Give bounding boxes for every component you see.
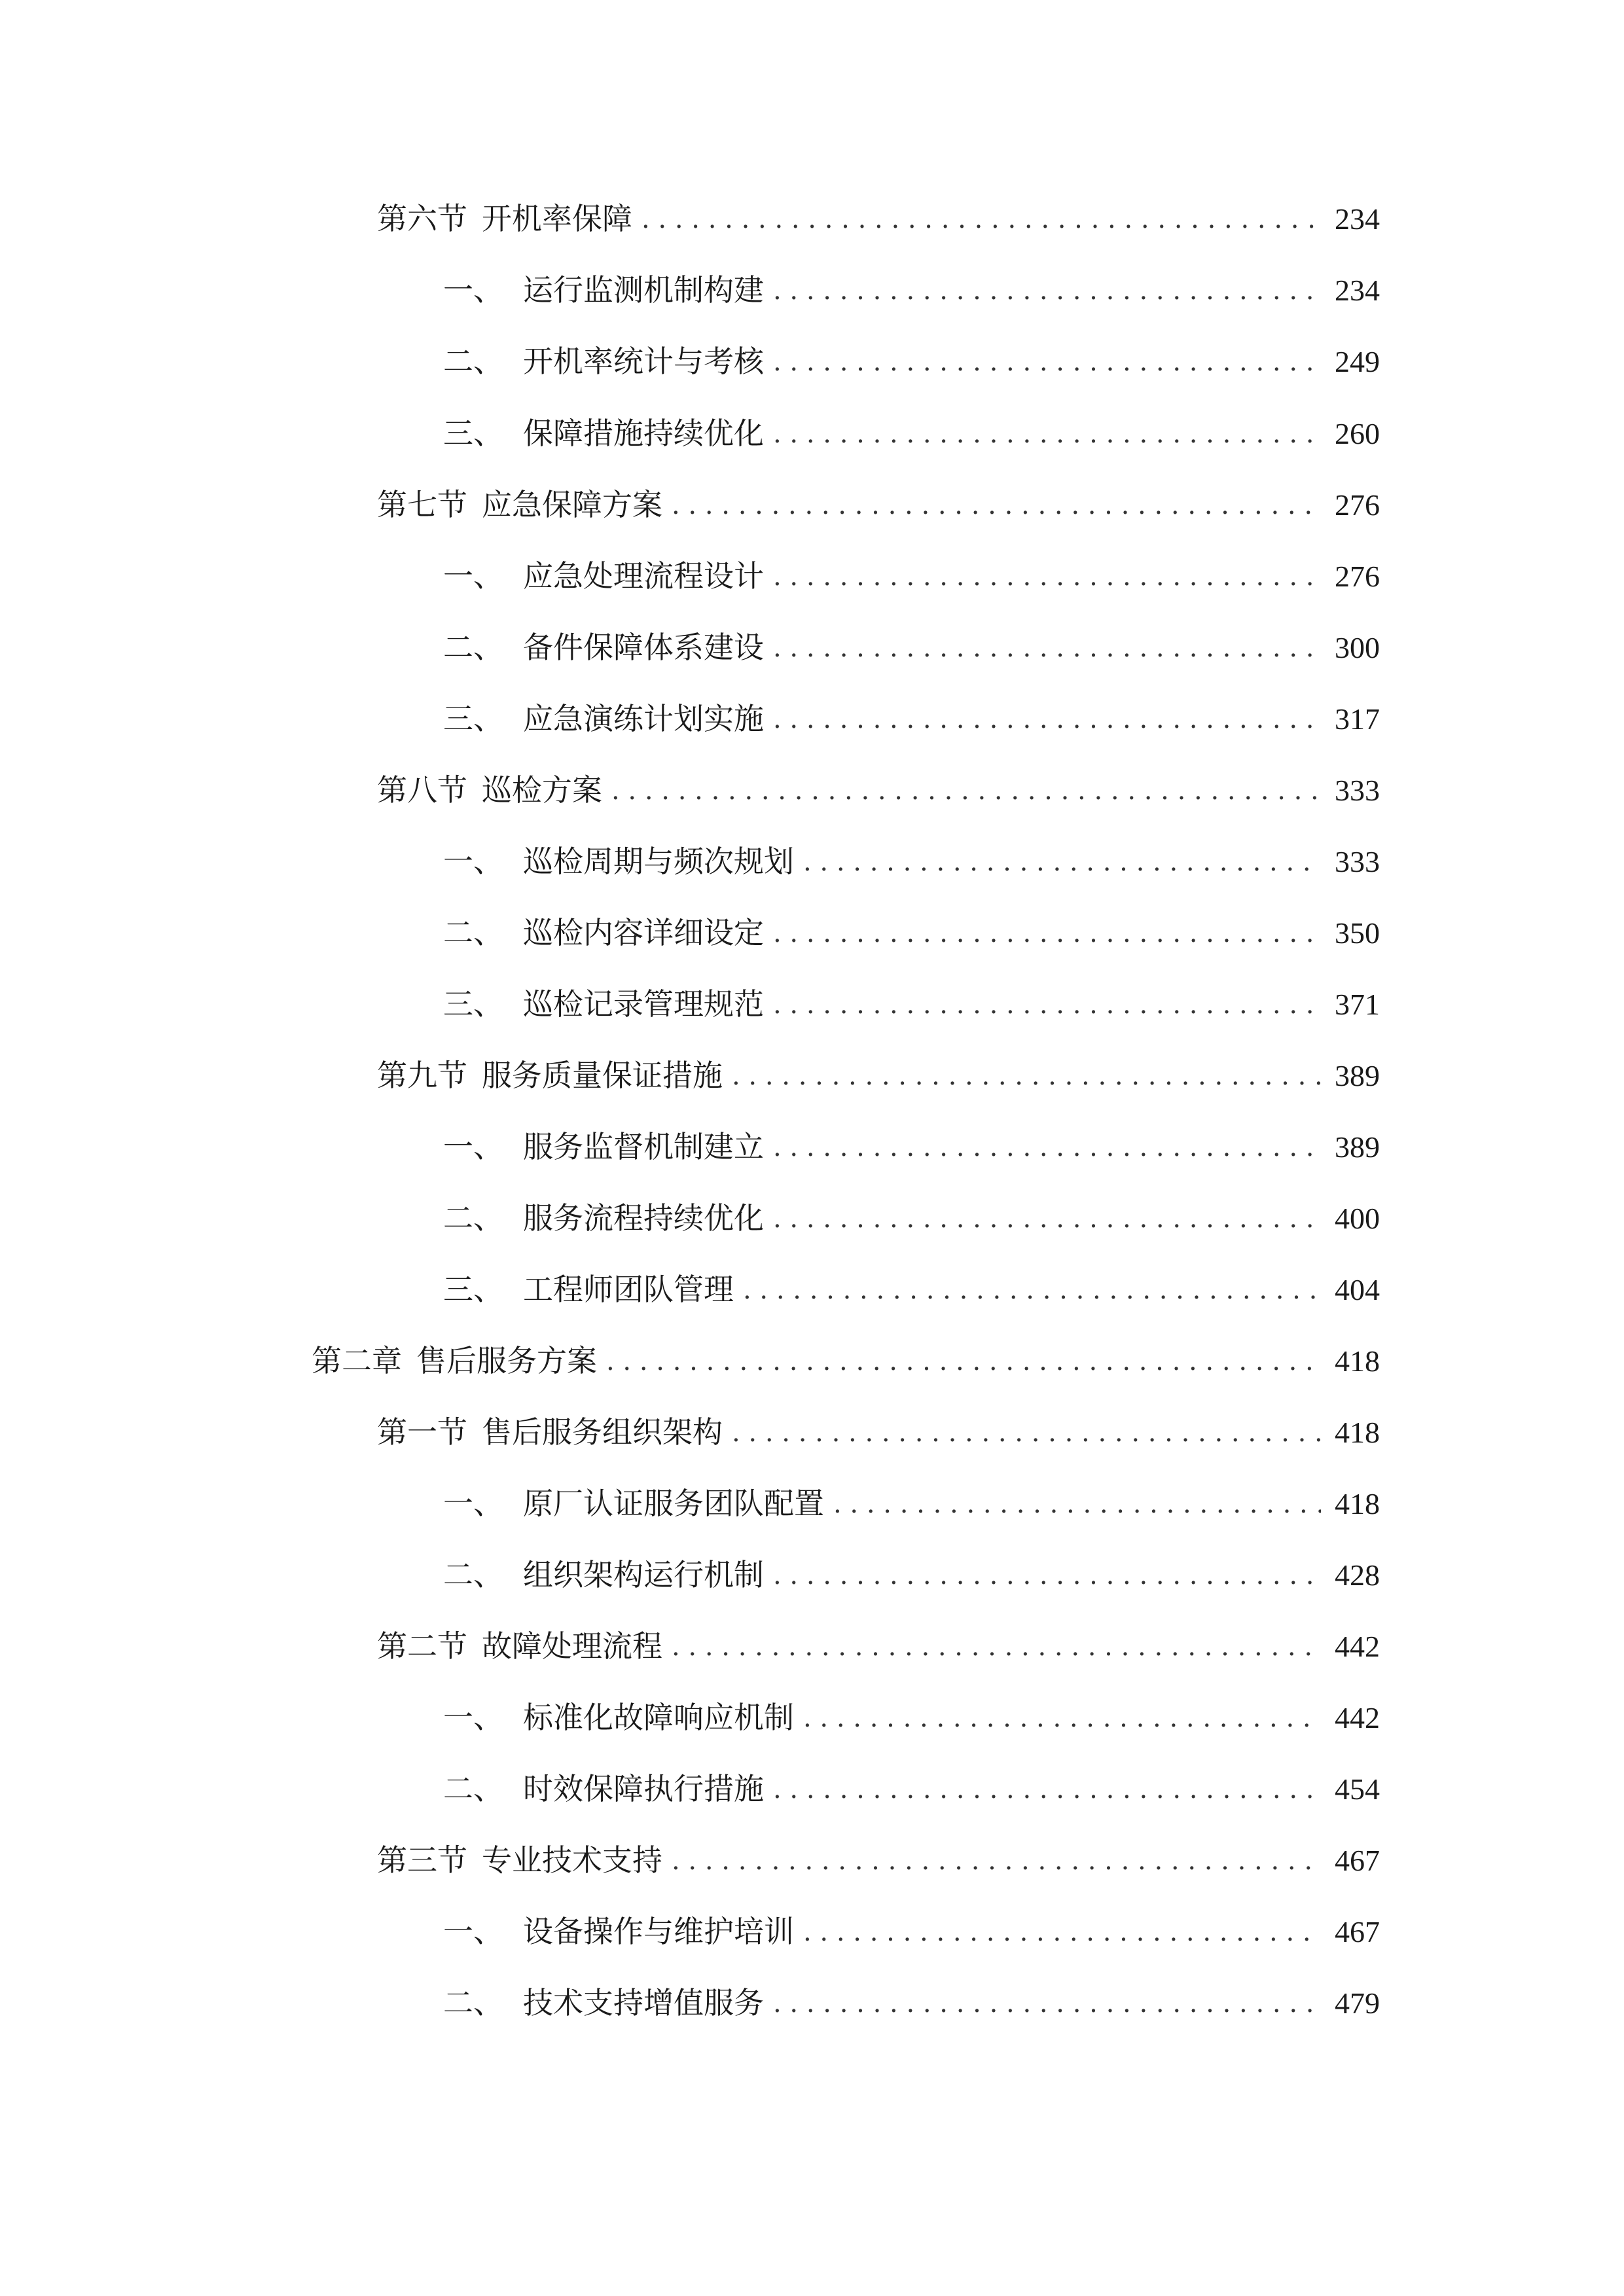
toc-entry-number: 一、 bbox=[443, 1700, 503, 1735]
dot-leader bbox=[773, 550, 1321, 603]
toc-entry-number: 第一节 bbox=[377, 1414, 467, 1450]
toc-entry[interactable] bbox=[312, 1335, 1380, 1387]
toc-entry-page-number: 317 bbox=[1335, 702, 1380, 736]
toc-entry-number: 第二节 bbox=[377, 1628, 467, 1664]
toc-entry-title: 标准化故障响应机制 bbox=[523, 1700, 794, 1735]
toc-entry-title: 备件保障体系建设 bbox=[523, 630, 764, 665]
toc-entry-number: 三、 bbox=[443, 986, 503, 1022]
toc-entry-title: 巡检方案 bbox=[482, 772, 602, 808]
toc-entry-page-number: 418 bbox=[1335, 1487, 1380, 1520]
toc-entry-page-number: 418 bbox=[1335, 1344, 1380, 1378]
toc-entry-number: 二、 bbox=[443, 915, 503, 950]
toc-entry-title: 工程师团队管理 bbox=[523, 1272, 734, 1307]
toc-entry[interactable] bbox=[377, 764, 1380, 816]
toc-entry[interactable] bbox=[443, 407, 1380, 459]
toc-entry-title: 专业技术支持 bbox=[482, 1842, 662, 1878]
toc-entry-page-number: 333 bbox=[1335, 845, 1380, 878]
dot-leader bbox=[773, 1193, 1321, 1245]
toc-entry-page-number: 389 bbox=[1335, 1059, 1380, 1092]
toc-entry[interactable] bbox=[377, 1620, 1380, 1672]
toc-entry-title: 巡检周期与频次规划 bbox=[523, 844, 794, 879]
toc-entry-title: 技术支持增值服务 bbox=[523, 1985, 764, 2020]
dot-leader bbox=[833, 1478, 1321, 1530]
toc-entry-title: 故障处理流程 bbox=[482, 1628, 662, 1664]
toc-entry-title: 服务监督机制建立 bbox=[523, 1129, 764, 1164]
toc-entry-number: 三、 bbox=[443, 701, 503, 736]
dot-leader bbox=[672, 1621, 1321, 1673]
toc-entry-number: 一、 bbox=[443, 558, 503, 594]
toc-entry-page-number: 442 bbox=[1335, 1630, 1380, 1663]
toc-entry-number: 一、 bbox=[443, 1129, 503, 1164]
dot-leader bbox=[773, 1763, 1321, 1816]
toc-entry-page-number: 467 bbox=[1335, 1915, 1380, 1948]
dot-leader bbox=[672, 1835, 1321, 1887]
toc-entry-title: 时效保障执行措施 bbox=[523, 1771, 764, 1806]
toc-entry[interactable] bbox=[377, 1406, 1380, 1458]
toc-entry[interactable] bbox=[377, 192, 1380, 245]
toc-entry-number: 第八节 bbox=[377, 772, 467, 808]
toc-entry[interactable] bbox=[443, 906, 1380, 959]
dot-leader bbox=[732, 1050, 1321, 1102]
toc-entry[interactable] bbox=[443, 835, 1380, 888]
toc-entry-number: 二、 bbox=[443, 1771, 503, 1806]
toc-entry-title: 保障措施持续优化 bbox=[523, 416, 764, 451]
toc-entry-number: 第七节 bbox=[377, 487, 467, 522]
toc-entry[interactable] bbox=[443, 1192, 1380, 1244]
dot-leader bbox=[773, 408, 1321, 460]
dot-leader bbox=[803, 1906, 1321, 1958]
toc-entry-page-number: 276 bbox=[1335, 560, 1380, 593]
toc-entry[interactable] bbox=[443, 1121, 1380, 1173]
toc-entry-page-number: 234 bbox=[1335, 202, 1380, 236]
toc-entry[interactable] bbox=[443, 335, 1380, 387]
toc-entry-title: 运行监测机制构建 bbox=[523, 272, 764, 308]
toc-entry[interactable] bbox=[443, 550, 1380, 602]
toc-entry-title: 售后服务组织架构 bbox=[482, 1414, 723, 1450]
toc-entry[interactable] bbox=[443, 1763, 1380, 1815]
toc-entry-page-number: 249 bbox=[1335, 345, 1380, 378]
toc-entry-page-number: 467 bbox=[1335, 1844, 1380, 1877]
toc-entry-page-number: 418 bbox=[1335, 1416, 1380, 1449]
toc-entry-number: 一、 bbox=[443, 1486, 503, 1521]
toc-entry-page-number: 350 bbox=[1335, 916, 1380, 950]
toc-entry-title: 巡检记录管理规范 bbox=[523, 986, 764, 1022]
toc-entry-number: 一、 bbox=[443, 1914, 503, 1949]
toc-entry-number: 二、 bbox=[443, 1985, 503, 2020]
toc-entry[interactable] bbox=[443, 621, 1380, 673]
dot-leader bbox=[606, 1335, 1321, 1388]
toc-entry-number: 第三节 bbox=[377, 1842, 467, 1878]
dot-leader bbox=[773, 693, 1321, 745]
toc-entry-page-number: 333 bbox=[1335, 774, 1380, 807]
toc-entry-page-number: 428 bbox=[1335, 1558, 1380, 1592]
toc-entry-number: 二、 bbox=[443, 1557, 503, 1592]
toc-entry[interactable] bbox=[443, 1905, 1380, 1958]
toc-entry-page-number: 479 bbox=[1335, 1986, 1380, 2020]
toc-entry-number: 二、 bbox=[443, 630, 503, 665]
toc-entry-title: 应急演练计划实施 bbox=[523, 701, 764, 736]
toc-entry-title: 售后服务方案 bbox=[416, 1343, 597, 1378]
toc-entry-page-number: 404 bbox=[1335, 1273, 1380, 1306]
toc-entry-page-number: 371 bbox=[1335, 988, 1380, 1021]
dot-leader bbox=[743, 1264, 1321, 1316]
dot-leader bbox=[773, 336, 1321, 388]
toc-entry-title: 设备操作与维护培训 bbox=[523, 1914, 794, 1949]
toc-entry-page-number: 442 bbox=[1335, 1701, 1380, 1734]
toc-entry-title: 应急保障方案 bbox=[482, 487, 662, 522]
dot-leader bbox=[773, 1121, 1321, 1174]
toc-entry-page-number: 389 bbox=[1335, 1130, 1380, 1164]
toc-entry-number: 二、 bbox=[443, 1200, 503, 1236]
toc-entry-number: 二、 bbox=[443, 344, 503, 379]
toc-entry-page-number: 454 bbox=[1335, 1772, 1380, 1806]
toc-entry-page-number: 260 bbox=[1335, 417, 1380, 450]
toc-entry-page-number: 234 bbox=[1335, 274, 1380, 307]
toc-entry[interactable] bbox=[443, 692, 1380, 745]
dot-leader bbox=[732, 1407, 1321, 1459]
toc-entry[interactable] bbox=[443, 1263, 1380, 1316]
toc-entry-number: 第九节 bbox=[377, 1058, 467, 1093]
toc-entry-number: 一、 bbox=[443, 272, 503, 308]
toc-entry-number: 第六节 bbox=[377, 201, 467, 236]
toc-entry-number: 第二章 bbox=[312, 1343, 402, 1378]
toc-entry[interactable] bbox=[443, 1691, 1380, 1744]
toc-entry-page-number: 400 bbox=[1335, 1202, 1380, 1235]
toc-entry[interactable] bbox=[377, 478, 1380, 531]
dot-leader bbox=[803, 836, 1321, 888]
toc-entry[interactable] bbox=[377, 1834, 1380, 1886]
dot-leader bbox=[672, 479, 1321, 531]
dot-leader bbox=[641, 193, 1321, 245]
toc-entry-number: 三、 bbox=[443, 1272, 503, 1307]
dot-leader bbox=[611, 764, 1321, 817]
toc-entry-title: 巡检内容详细设定 bbox=[523, 915, 764, 950]
toc-entry[interactable] bbox=[377, 1049, 1380, 1102]
toc-entry-title: 开机率统计与考核 bbox=[523, 344, 764, 379]
toc-entry-title: 组织架构运行机制 bbox=[523, 1557, 764, 1592]
dot-leader bbox=[773, 264, 1321, 317]
toc-entry[interactable] bbox=[443, 1977, 1380, 2029]
dot-leader bbox=[773, 907, 1321, 960]
toc-entry-page-number: 300 bbox=[1335, 631, 1380, 664]
toc-entry[interactable] bbox=[443, 1549, 1380, 1601]
toc-entry[interactable] bbox=[443, 978, 1380, 1030]
dot-leader bbox=[773, 978, 1321, 1031]
dot-leader bbox=[803, 1692, 1321, 1744]
toc-entry-number: 三、 bbox=[443, 416, 503, 451]
toc-entry-title: 原厂认证服务团队配置 bbox=[523, 1486, 824, 1521]
dot-leader bbox=[773, 622, 1321, 674]
toc-entry[interactable] bbox=[443, 264, 1380, 316]
dot-leader bbox=[773, 1977, 1321, 2030]
toc-entry[interactable] bbox=[443, 1477, 1380, 1530]
toc-entry-page-number: 276 bbox=[1335, 488, 1380, 522]
toc-entry-title: 服务质量保证措施 bbox=[482, 1058, 723, 1093]
toc-entry-number: 一、 bbox=[443, 844, 503, 879]
dot-leader bbox=[773, 1549, 1321, 1602]
toc-entry-title: 服务流程持续优化 bbox=[523, 1200, 764, 1236]
toc-entry-title: 应急处理流程设计 bbox=[523, 558, 764, 594]
toc-entry-title: 开机率保障 bbox=[482, 201, 632, 236]
